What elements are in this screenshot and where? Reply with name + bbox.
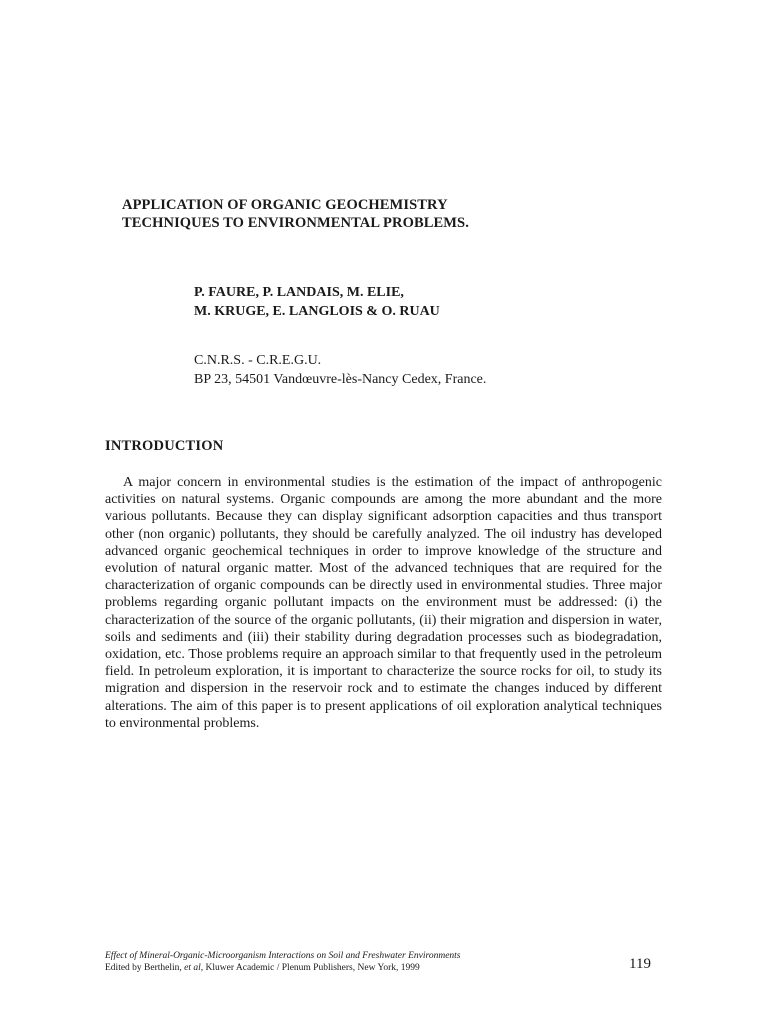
section-heading: INTRODUCTION — [105, 438, 224, 454]
paper-title — [122, 196, 682, 232]
page-footer — [105, 951, 665, 974]
footer-edited-suffix: , Kluwer Academic / Plenum Publishers, New York, 1999 — [200, 962, 420, 973]
affiliation-line-2: BP 23, 54501 Vandœuvre-lès-Nancy Cedex, France. — [194, 371, 487, 387]
introduction-paragraph: A major concern in environmental studies is the estimation of the impact of anthropogenic activities on natural systems. Organic compounds are among the more abundant and the more various pollutants. Because they can display significant adsorption capacities and thus transport other (non organic) pollutants, they should be carefully analyzed. The oil industry has developed advanced organic geochemical techniques in order to improve knowledge of the structure and evolution of natural organic matter. Most of the advanced techniques that are required for the characterization of organic compounds can be directly used in environmental studies. Three major problems regarding organic pollutant impacts on the environment must be addressed: (i) the characterization of the source of the organic pollutants, (ii) their migration and dispersion in water, soils and sediments and (iii) their stability during degradation processes such as biodegradation, oxidation, etc. Those problems require an approach similar to that frequently used in the petroleum field. In petroleum exploration, it is important to characterize the source rocks for oil, to study its migration and dispersion in the reservoir rock and to estimate the changes induced by different alterations. The aim of this paper is to present applications of oil exploration analytical techniques to environmental problems. — [105, 475, 662, 731]
footer-edited-by — [105, 963, 665, 975]
author-list — [194, 284, 440, 321]
footer-series-title: Effect of Mineral-Organic-Microorganism Interactions on Soil and Freshwater Environments — [105, 951, 461, 961]
authors-line-2: M. KRUGE, E. LANGLOIS & O. RUAU — [194, 303, 440, 319]
affiliation-line-1: C.N.R.S. - C.R.E.G.U. — [194, 353, 322, 368]
page-number: 119 — [629, 956, 651, 972]
authors-line-1: P. FAURE, P. LANDAIS, M. ELIE, — [194, 285, 404, 300]
footer-edited-prefix: Edited by Berthelin, — [105, 962, 185, 973]
title-line-1: APPLICATION OF ORGANIC GEOCHEMISTRY — [122, 197, 448, 213]
title-line-2: TECHNIQUES TO ENVIRONMENTAL PROBLEMS. — [122, 215, 469, 231]
introduction-body — [105, 474, 662, 732]
affiliation — [194, 352, 486, 389]
footer-edited-etal: et al — [184, 962, 201, 973]
